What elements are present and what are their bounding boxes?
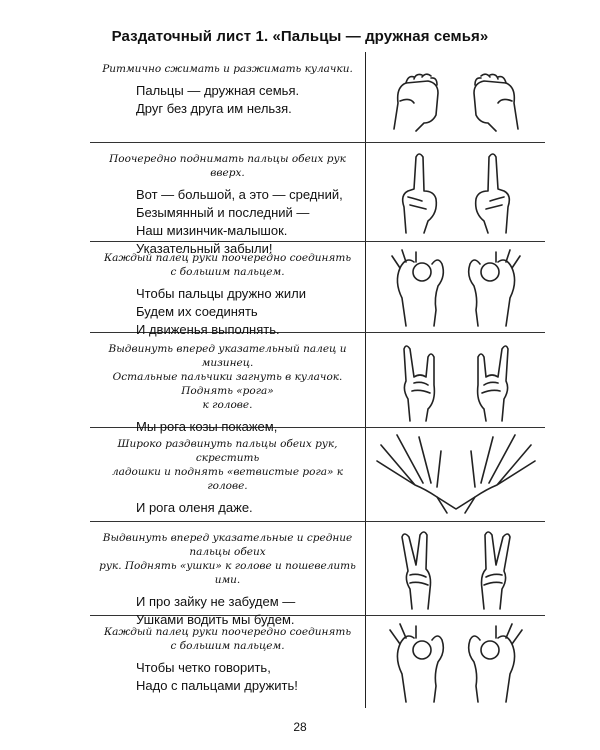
exercise-illustration [366,615,545,708]
exercise-illustration [366,142,545,241]
exercise-illustration [366,332,545,427]
exercise-verse: Пальцы — дружная семья. Друг без друга им нельзя. [136,83,300,116]
page-number: 28 [293,720,307,734]
exercise-text [90,241,365,337]
exercise-row-6 [90,521,545,627]
handout-table [90,52,545,708]
finger-rings-icon [376,246,536,328]
exercise-illustration [366,521,545,615]
exercise-row-4 [90,332,545,434]
exercise-illustration [366,427,545,521]
page-title: Раздаточный лист 1. «Пальцы — дружная семья» [111,28,489,45]
raised-fingers-icon [376,147,536,237]
finger-rings-icon [376,620,536,704]
exercise-row-3 [90,241,545,337]
exercise-text [90,52,365,142]
exercise-text [90,332,365,434]
deer-antlers-icon [371,431,541,517]
fists-icon [376,57,536,137]
exercise-row-5 [90,427,545,521]
exercise-verse: И рога оленя даже. [136,500,253,515]
exercise-row-1 [90,52,545,142]
exercise-instruction: Выдвинуть вперед указательный палец и мизинец. Остальные пальчики загнуть в кулачок. Поднять «рога» к голове. [108,343,347,411]
exercise-illustration [366,52,545,142]
exercise-verse: Чтобы четко говорить, Надо с пальцами дружить! [136,660,298,693]
exercise-illustration [366,241,545,332]
exercise-instruction: Ритмично сжимать и разжимать кулачки. [102,63,353,75]
exercise-text [90,427,365,521]
exercise-text [90,521,365,627]
exercise-verse: Мы рога козы покажем, [136,419,278,434]
exercise-instruction: Выдвинуть вперед указательные и средние пальцы обеих рук. Поднять «ушки» к голове и пошевелить ими. [99,532,356,586]
exercise-text [90,615,365,708]
exercise-instruction: Каждый палец руки поочередно соединять с большим пальцем. [103,252,352,278]
exercise-instruction: Поочередно поднимать пальцы обеих рук вверх. [109,153,346,179]
exercise-instruction: Широко раздвинуть пальцы обеих рук, скрестить ладошки и поднять «ветвистые рога» к голове. [111,438,344,492]
exercise-verse: Вот — большой, а это — средний, Безымянный и последний — Наш мизинчик-малышок. Указательный забыли! [136,187,343,256]
bunny-ears-icon [376,525,536,611]
exercise-instruction: Каждый палец руки поочередно соединять с большим пальцем. [103,626,352,652]
exercise-verse: Чтобы пальцы дружно жили Будем их соединять И движенья выполнять. [136,286,306,337]
exercise-text [90,142,365,256]
exercise-verse: И про зайку не забудем — Ушками водить мы будем. [136,594,296,627]
exercise-row-7 [90,615,545,708]
exercise-row-2 [90,142,545,256]
goat-horns-icon [376,337,536,423]
